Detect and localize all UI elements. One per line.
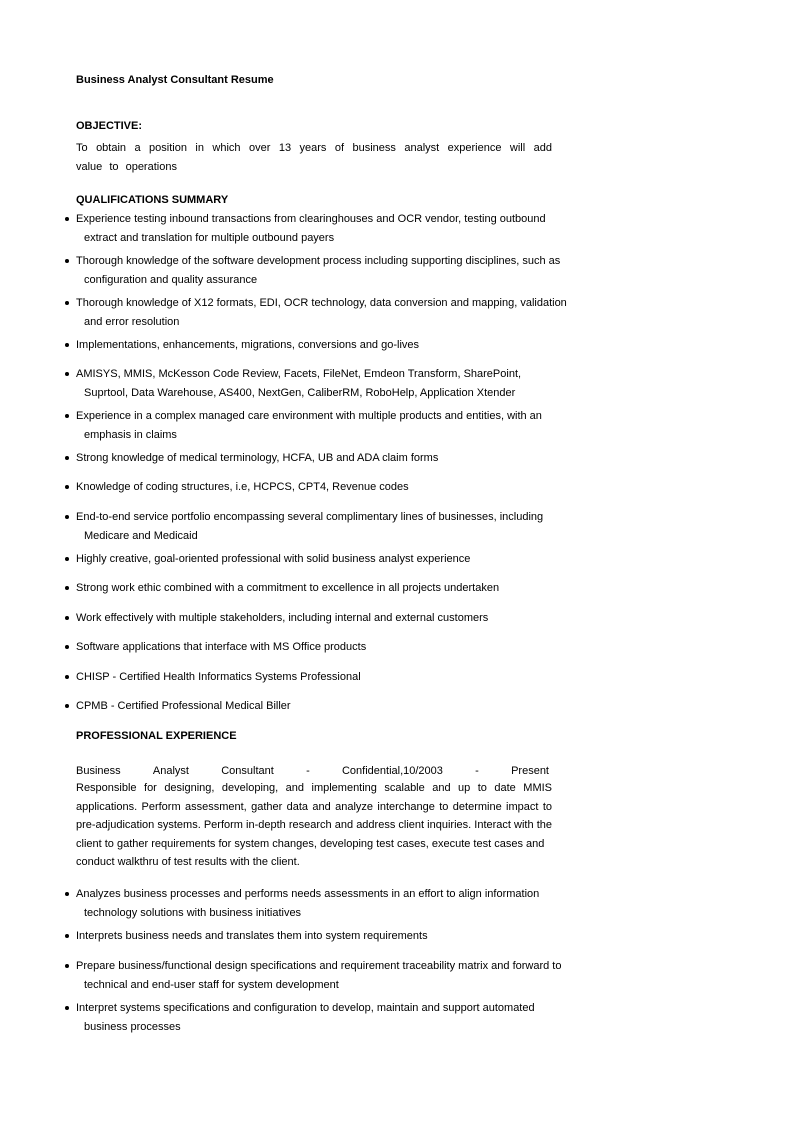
qualification-text: Implementations, enhancements, migrations, conversions and go-lives [76,339,420,351]
qualification-text-continued: emphasis in claims [84,428,177,441]
experience-heading: PROFESSIONAL EXPERIENCE [76,730,237,742]
job-header-word: Consultant [221,765,274,777]
job-header-separator: - [475,765,479,777]
qualification-item [76,638,554,657]
qualification-text: AMISYS, MMIS, McKesson Code Review, Facets, FileNet, Emdeon Transform, SharePoint, [76,368,522,380]
qualification-item [76,550,554,569]
qualification-item [76,579,554,598]
qualification-text: Thorough knowledge of X12 formats, EDI, OCR technology, data conversion and mapping, validation [76,297,567,309]
qualification-item [76,668,554,687]
qualification-item [76,508,554,545]
qualification-text-continued: and error resolution [84,315,180,328]
qualification-text: Strong work ethic combined with a commitment to excellence in all projects undertaken [76,582,500,594]
duty-item [76,999,554,1036]
qualification-text: End-to-end service portfolio encompassing several complimentary lines of businesses, including [76,511,544,523]
duty-text: Interpret systems specifications and configuration to develop, maintain and support automated [76,1002,535,1014]
qualifications-heading: QUALIFICATIONS SUMMARY [76,194,229,206]
duty-item [76,885,554,922]
qualification-text: Work effectively with multiple stakeholders, including internal and external customers [76,612,489,624]
objective-heading: OBJECTIVE: [76,120,143,132]
qualification-item [76,336,554,355]
duty-text: Interprets business needs and translates them into system requirements [76,930,428,942]
job-header [76,762,549,780]
duty-text-continued: business processes [84,1020,181,1033]
qualification-text: Software applications that interface with MS Office products [76,641,367,653]
job-header-word: Analyst [152,765,189,777]
qualification-text: Thorough knowledge of the software development process including supporting disciplines, such as [76,255,561,267]
qualification-text-continued: configuration and quality assurance [84,273,258,286]
qualification-item [76,210,554,247]
qualification-item [76,697,554,716]
qualification-text: Experience testing inbound transactions from clearinghouses and OCR vendor, testing outbound [76,213,546,225]
objective-text: To obtain a position in which over 13 years of business analyst experience will add value to operations [76,142,552,173]
duty-text-continued: technology solutions with business initiatives [84,906,302,919]
duty-item [76,927,554,946]
qualification-item [76,294,567,331]
qualification-text: CPMB - Certified Professional Medical Biller [76,700,291,712]
qualification-text: CHISP - Certified Health Informatics Systems Professional [76,671,361,683]
qualification-text: Highly creative, goal-oriented professional with solid business analyst experience [76,553,471,565]
qualification-text-continued: Suprtool, Data Warehouse, AS400, NextGen, CaliberRM, RoboHelp, Application Xtender [84,386,516,399]
job-header-word: Business [76,765,121,777]
duty-text-continued: technical and end-user staff for system development [84,978,339,991]
qualification-text: Experience in a complex managed care environment with multiple products and entities, with an [76,410,542,422]
document-title: Business Analyst Consultant Resume [76,74,274,86]
qualification-text: Strong knowledge of medical terminology, HCFA, UB and ADA claim forms [76,452,439,464]
job-description-last-line: conduct walkthru of test results with the client. [76,856,300,868]
qualification-item [76,365,554,402]
job-header-employer-date: Confidential,10/2003 [341,765,443,777]
qualification-item [76,449,554,468]
duty-item [76,957,562,994]
job-description-text: Responsible for designing, developing, and implementing scalable and up to date MMIS applications. Perform assessment, gather data and analyze interchange to determine impact to pre-adjudication systems. Perform in-depth research and address client inquiries. Interact with the client to gather requirements for system changes, developing test cases, execute test cases and [76,782,552,850]
qualification-text-continued: Medicare and Medicaid [84,529,198,542]
qualification-item [76,252,561,289]
job-description [76,779,552,872]
job-header-separator: - [306,765,310,777]
duty-text: Prepare business/functional design specifications and requirement traceability matrix and forward to [76,960,562,972]
qualification-item [76,407,554,444]
duty-text: Analyzes business processes and performs needs assessments in an effort to align information [76,888,540,900]
qualification-item [76,609,554,628]
qualification-text: Knowledge of coding structures, i.e, HCPCS, CPT4, Revenue codes [76,481,409,493]
qualification-text-continued: extract and translation for multiple outbound payers [84,231,335,244]
qualification-item [76,478,554,497]
job-header-end-date: Present [511,765,549,777]
